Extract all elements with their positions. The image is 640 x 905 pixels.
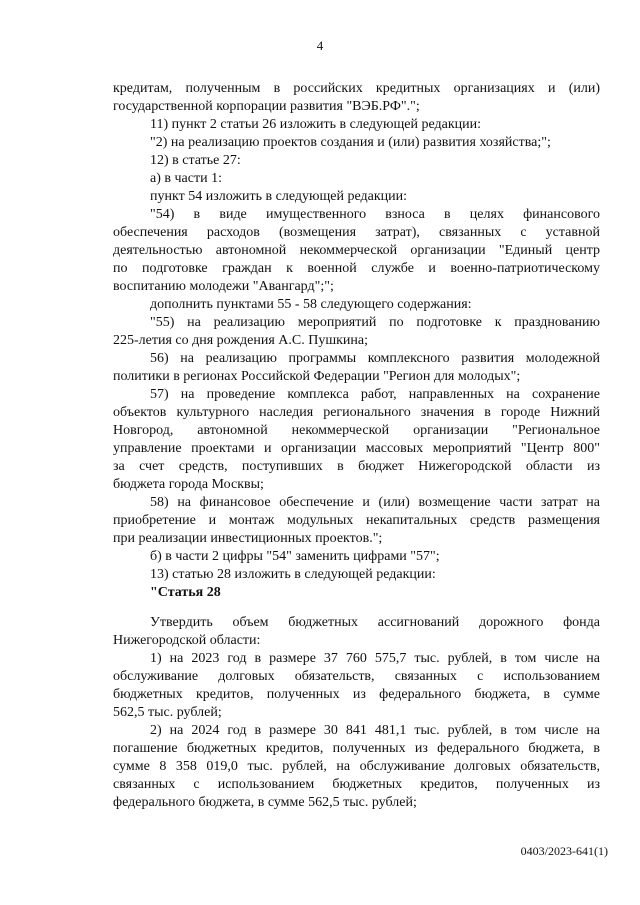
text-line: Нижегородской области:: [113, 633, 261, 648]
text-line: управление проектами и организации массовых мероприятий "Центр 800": [113, 441, 600, 456]
document-code: 0403/2023-641(1): [520, 844, 608, 858]
text-line: 225-летия со дня рождения А.С. Пушкина;: [113, 333, 368, 348]
text-line: "55) на реализацию мероприятий по подготовке к празднованию: [150, 315, 600, 330]
text-line: 562,5 тыс. рублей;: [113, 705, 222, 720]
article-heading: "Статья 28: [150, 585, 221, 600]
text-line: приобретение и монтаж модульных некапитальных средств размещения: [113, 513, 600, 528]
text-line: обеспечения расходов (возмещения затрат), связанных с уставной: [113, 225, 600, 240]
text-line: политики в регионах Российской Федерации "Регион для молодых";: [113, 369, 521, 384]
text-line: кредитам, полученным в российских кредитных организациях и (или): [113, 81, 600, 96]
text-line: 58) на финансовое обеспечение и (или) возмещение части затрат на: [150, 495, 600, 510]
text-line: "54) в виде имущественного взноса в целях финансового: [150, 207, 600, 222]
text-line: связанных с использованием бюджетных кредитов, полученных из: [113, 777, 600, 792]
text-line: бюджетных кредитов, полученных из федерального бюджета, в сумме: [113, 687, 600, 702]
page-number: 4: [316, 38, 324, 53]
text-line: объектов культурного наследия регионального значения в городе Нижний: [113, 405, 600, 420]
text-line: б) в части 2 цифры "54" заменить цифрами "57";: [150, 549, 440, 564]
text-line: бюджета города Москвы;: [113, 477, 264, 492]
text-line: 13) статью 28 изложить в следующей редакции:: [150, 567, 436, 582]
text-line: государственной корпорации развития "ВЭБ.РФ".";: [113, 99, 420, 114]
text-line: а) в части 1:: [150, 171, 222, 186]
text-line: 2) на 2024 год в размере 30 841 481,1 тыс. рублей, в том числе на: [150, 723, 600, 738]
text-line: 56) на реализацию программы комплексного развития молодежной: [150, 351, 600, 366]
text-line: пункт 54 изложить в следующей редакции:: [150, 189, 407, 204]
text-line: за счет средств, поступивших в бюджет Нижегородской области из: [113, 459, 600, 474]
text-line: "2) на реализацию проектов создания и (или) развития хозяйства;";: [150, 135, 551, 150]
text-line: по подготовке граждан к военной службе и военно-патриотическому: [113, 261, 600, 276]
text-line: Новгород, автономной некоммерческой организации "Региональное: [113, 423, 600, 438]
text-line: Утвердить объем бюджетных ассигнований дорожного фонда: [150, 615, 600, 630]
text-line: деятельностью автономной некоммерческой организации "Единый центр: [113, 243, 600, 258]
text-line: обслуживание долговых обязательств, связанных с использованием: [113, 669, 600, 684]
text-line: воспитанию молодежи "Авангард";";: [113, 279, 334, 294]
text-line: дополнить пунктами 55 - 58 следующего содержания:: [150, 297, 472, 312]
text-line: 57) на проведение комплекса работ, направленных на сохранение: [150, 387, 600, 402]
text-line: 12) в статье 27:: [150, 153, 241, 168]
text-line: сумме 8 358 019,0 тыс. рублей, на обслуживание долговых обязательств,: [113, 759, 600, 774]
text-line: 1) на 2023 год в размере 37 760 575,7 тыс. рублей, в том числе на: [150, 651, 600, 666]
text-line: 11) пункт 2 статьи 26 изложить в следующей редакции:: [150, 117, 481, 132]
text-line: федерального бюджета, в сумме 562,5 тыс. рублей;: [113, 795, 417, 810]
text-line: погашение бюджетных кредитов, полученных из федерального бюджета, в: [113, 741, 600, 756]
text-line: при реализации инвестиционных проектов.";: [113, 531, 383, 546]
